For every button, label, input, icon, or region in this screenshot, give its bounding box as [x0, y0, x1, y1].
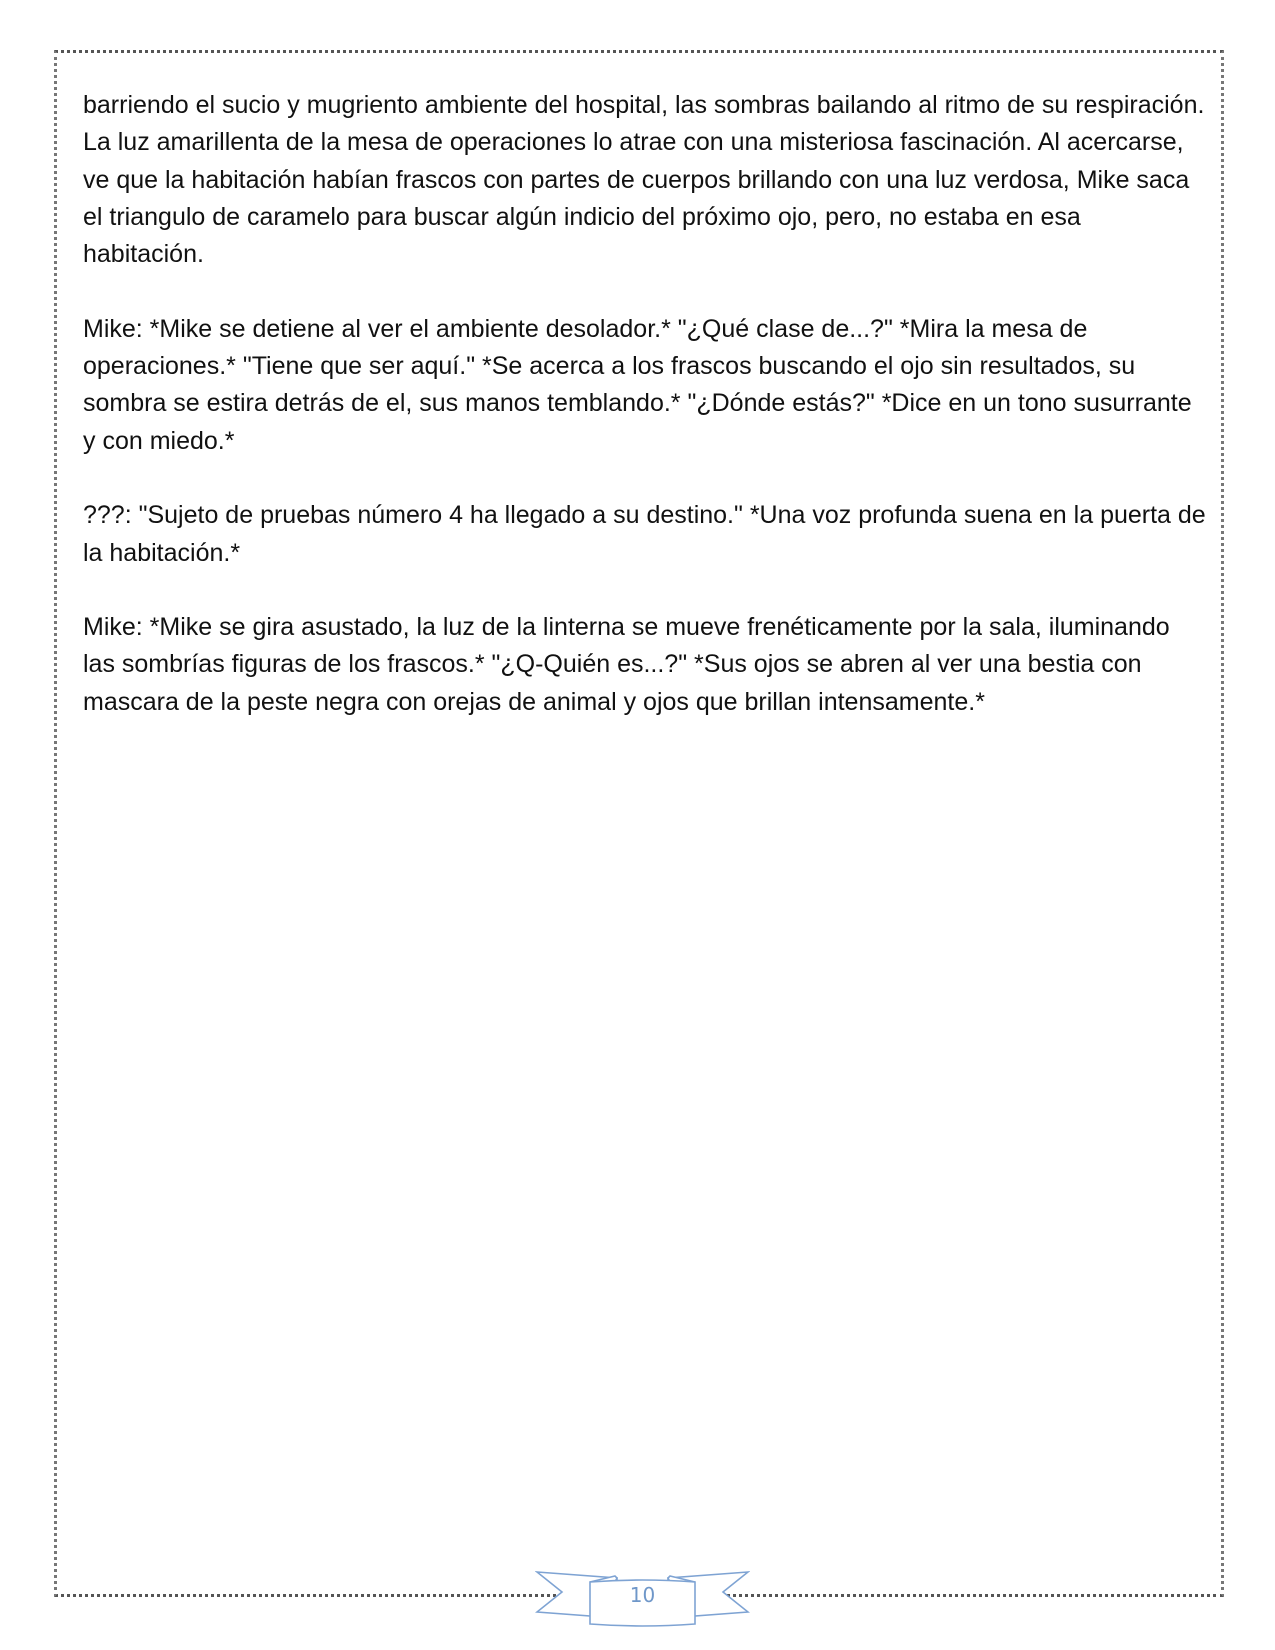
paragraph: ???: "Sujeto de pruebas número 4 ha llegado a su destino." *Una voz profunda suena en la puerta de la habitación.*: [83, 501, 1206, 567]
paragraph: barriendo el sucio y mugriento ambiente del hospital, las sombras bailando al ritmo de su respiración. La luz amarillenta de la mesa de operaciones lo atrae con una misteriosa fascinación. Al acercarse, ve que la habitación habían frascos con partes de cuerpos brillando con una luz verdosa, Mike saca el triangulo de caramelo para buscar algún indicio del próximo ojo, pero, no estaba en esa habitación.: [83, 91, 1205, 269]
page-number: 10: [629, 1583, 656, 1607]
paragraph: Mike: *Mike se gira asustado, la luz de la linterna se mueve frenéticamente por la sala, iluminando las sombrías figuras de los frascos.* "¿Q-Quién es...?" *Sus ojos se abren al ver una bestia con mascara de la peste negra con orejas de animal y ojos que brillan intensamente.*: [83, 613, 1170, 716]
document-body: [83, 87, 1208, 758]
paragraph: Mike: *Mike se detiene al ver el ambiente desolador.* "¿Qué clase de...?" *Mira la mesa de operaciones.* "Tiene que ser aquí." *Se acerca a los frascos buscando el ojo sin resultados, su sombra se estira detrás de el, sus manos temblando.* "¿Dónde estás?" *Dice en un tono susurrante y con miedo.*: [83, 314, 1192, 455]
